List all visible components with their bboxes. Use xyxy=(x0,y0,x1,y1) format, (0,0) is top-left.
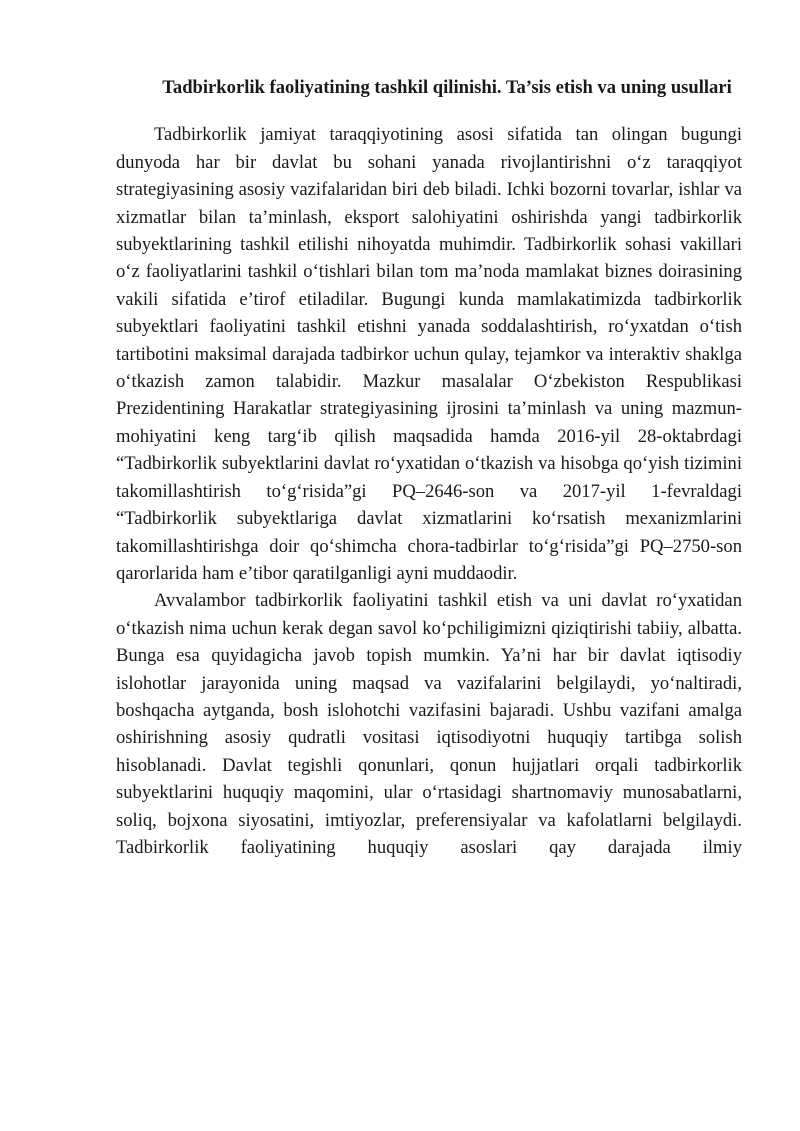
paragraph-2: Avvalambor tadbirkorlik faoliyatini tashkil etish va uni davlat ro‘yxatidan o‘tkazish nima uchun kerak degan savol ko‘pchiligimizni qiziqtirishi tabiiy, albatta. Bunga esa quyidagicha javob topish mumkin. Ya’ni har bir davlat iqtisodiy islohotlar jarayonida uning maqsad va vazifalarini belgilaydi, yo‘naltiradi, boshqacha aytganda, bosh islohotchi vazifasini bajaradi. Ushbu vazifani amalga oshirishning asosiy qudratli vositasi iqtisodiyotni huquqiy tartibga solish hisoblanadi. Davlat tegishli qonunlari, qonun hujjatlari orqali tadbirkorlik subyektlarini huquqiy maqomini, ular o‘rtasidagi shartnomaviy munosabatlarni, soliq, bojxona siyosatini, imtiyozlar, preferensiyalar va kafolatlarni belgilaydi. Tadbirkorlik faoliyatining huquqiy asoslari qay darajada ilmiy xyxy=(116,590,742,858)
paragraph-1: Tadbirkorlik jamiyat taraqqiyotining asosi sifatida tan olingan bugungi dunyoda har bir davlat bu sohani yanada rivojlantirishni o‘z taraqqiyot strategiyasining asosiy vazifalaridan biri deb biladi. Ichki bozorni tovarlar, ishlar va xizmatlar bilan ta’minlash, eksport salohiyatini oshirishda yangi tadbirkorlik subyektlarining tashkil etilishi nihoyatda muhimdir. Tadbirkorlik sohasi vakillari o‘z faoliyatlarini tashkil o‘tishlari bilan tom ma’noda mamlakat biznes doirasining vakili sifatida e’tirof etiladilar. Bugungi kunda mamlakatimizda tadbirkorlik subyektlari faoliyatini tashkil etishni yanada soddalashtirish, ro‘yxatdan o‘tish tartibotini maksimal darajada tadbirkor uchun qulay, tejamkor va interaktiv shaklga o‘tkazish zamon talabidir. Mazkur masalalar O‘zbekiston Respublikasi Prezidentining Harakatlar strategiyasining ijrosini ta’minlash va uning mazmun-mohiyatini keng targ‘ib qilish maqsadida hamda 2016-yil 28-oktabrdagi “Tadbirkorlik subyektlarini davlat ro‘yxatidan o‘tkazish va hisobga qo‘yish tizimini takomillashtirish to‘g‘risida”gi PQ–2646-son va 2017-yil 1-fevraldagi “Tadbirkorlik subyektlariga davlat xizmatlarini ko‘rsatish mexanizmlarini takomillashtirishga doir qo‘shimcha chora-tadbirlar to‘g‘risida”gi PQ–2750-son qarorlarida ham e’tibor qaratilganligi ayni muddaodir. xyxy=(116,124,742,584)
document-title: Tadbirkorlik faoliyatining tashkil qilinishi. Ta’sis etish va uning usullari xyxy=(162,77,732,98)
document-page xyxy=(116,74,742,861)
